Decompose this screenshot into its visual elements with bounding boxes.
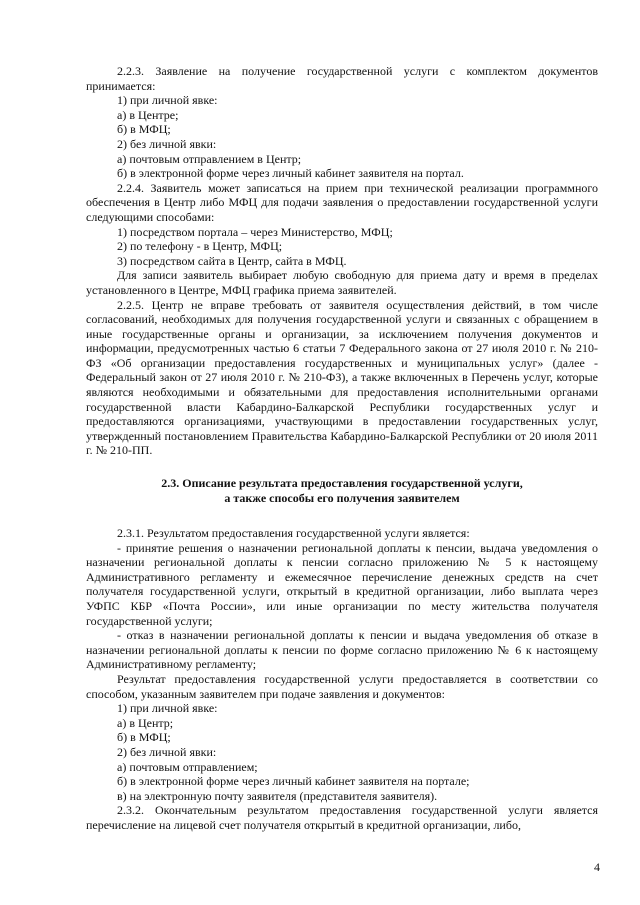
paragraph-result-delivery: Результат предоставления государственной услуги предоставляется в соответствии со способом, указанным заявителем при подаче заявления и документов: [86, 671, 598, 701]
paragraph-2-3-2: 2.3.2. Окончательным результатом предоставления государственной услуги является перечисление на лицевой счет получателя открытый в кредитной организации, либо, [86, 803, 598, 832]
list-item: а) в Центре; [117, 107, 179, 122]
list-item: 1) посредством портала – через Министерство, МФЦ; [117, 224, 393, 239]
list-item: 2) без личной явки: [117, 744, 217, 759]
section-heading-line: 2.3. Описание результата предоставления государственной услуги, [161, 476, 523, 491]
paragraph-appointment-note: Для записи заявитель выбирает любую свободную для приема дату и время в пределах установленного в Центре, МФЦ графика приема заявителей. [86, 268, 598, 297]
paragraph-2-3-1: 2.3.1. Результатом предоставления государственной услуги является: [117, 526, 470, 541]
result-bullet-grant: - принятие решения о назначении региональной доплаты к пенсии, выдача уведомления о назначении региональной доплаты к пенсии согласно приложению № 5 к настоящему Административного регламенту и ежемесячное перечисление денежных средств на счет получателя государственной услуги, открытый в кредитной организации, либо выплата через УФПС КБР «Почта России», или иные организации по месту жительства получателя государственной услуги; [86, 540, 598, 628]
list-item: в) на электронную почту заявителя (представителя заявителя). [117, 788, 438, 803]
list-item: б) в МФЦ; [117, 730, 171, 745]
paragraph-2-2-3: 2.2.3. Заявление на получение государственной услуги с комплектом документов принимается: [86, 64, 598, 93]
page-number: 4 [594, 860, 600, 874]
list-item: а) в Центр; [117, 715, 174, 730]
list-item: а) почтовым отправлением; [117, 759, 258, 774]
list-item: б) в электронной форме через личный кабинет заявителя на портал. [117, 166, 464, 181]
section-heading-line: а также способы его получения заявителем [224, 491, 460, 506]
list-item: 1) при личной явке: [117, 701, 218, 716]
paragraph-2-2-4: 2.2.4. Заявитель может записаться на прием при технической реализации программного обеспечения в Центр либо МФЦ для подачи заявления о предоставлении государственной услуги следующими способами: [86, 180, 598, 224]
list-item: 3) посредством сайта в Центр, сайта в МФЦ. [117, 253, 347, 268]
list-item: б) в электронной форме через личный кабинет заявителя на портале; [117, 774, 470, 789]
document-body [86, 64, 598, 833]
paragraph-2-2-5: 2.2.5. Центр не вправе требовать от заявителя осуществления действий, в том числе согласований, необходимых для получения государственной услуги и связанных с обращением в иные государственные органы и организации, за исключением получения документов и информации, предусмотренных частью 6 статьи 7 Федерального закона от 27 июля 2010 г. № 210-ФЗ «Об организации предоставления государственных и муниципальных услуг» (далее - Федеральный закон от 27 июля 2010 г. № 210-ФЗ), а также включенных в Перечень услуг, которые являются необходимыми и обязательными для предоставления исполнительными органами государственной власти Кабардино-Балкарской Республики государственных услуг и предоставляются организациями, участвующими в предоставлении государственных услуг, утвержденный постановлением Правительства Кабардино-Балкарской Республики от 20 июля 2011 г. № 210-ПП. [86, 297, 598, 458]
section-heading-2-3 [86, 476, 598, 506]
result-bullet-refusal: - отказ в назначении региональной доплаты к пенсии и выдача уведомления об отказе в назначении региональной доплаты к пенсии по форме согласно приложению № 6 к настоящему Административному регламенту; [86, 628, 598, 672]
list-item: 2) без личной явки: [117, 136, 217, 151]
list-item: а) почтовым отправлением в Центр; [117, 151, 302, 166]
list-item: 2) по телефону - в Центр, МФЦ; [117, 239, 283, 254]
list-item: б) в МФЦ; [117, 122, 171, 137]
list-item: 1) при личной явке: [117, 93, 218, 108]
